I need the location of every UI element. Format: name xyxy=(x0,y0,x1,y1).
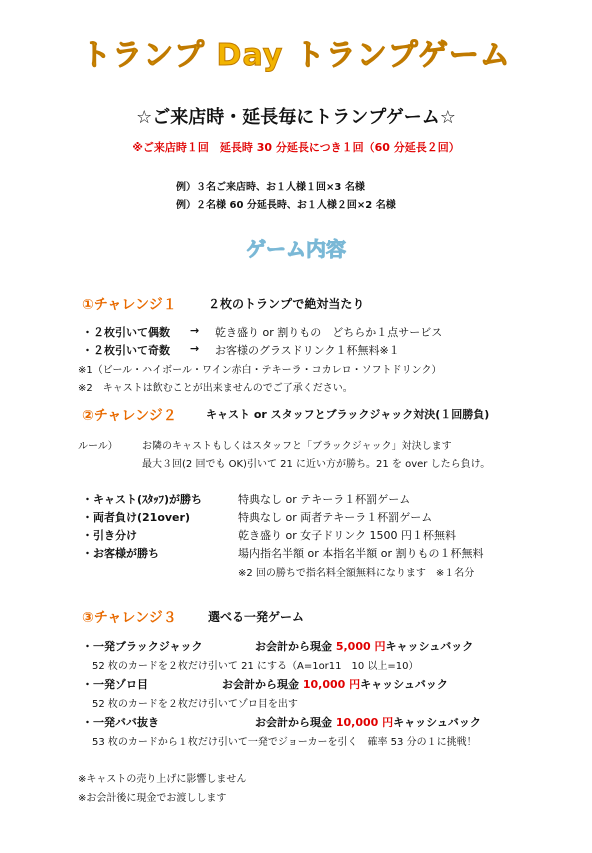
arrow-icon: → xyxy=(190,324,200,337)
rule-label: ルール） xyxy=(78,441,118,452)
challenge1-heading: ①チャレンジ１ xyxy=(82,297,177,313)
prize-amount: 10,000 円 xyxy=(335,716,394,729)
prize-prefix: お会計から現金 xyxy=(222,678,299,691)
challenge1-note: ※1（ビール・ハイボール・ワイン赤白・テキーラ・コカレロ・ソフトドリンク） xyxy=(78,365,442,376)
challenge2-heading: ②チャレンジ２ xyxy=(82,408,177,424)
game-label: ・一発ゾロ目 xyxy=(82,678,148,691)
rule-line: お隣のキャストもしくはスタッフと「ブラックジャック」対決します xyxy=(142,441,452,452)
outcome-label: ・お客様が勝ち xyxy=(82,547,159,560)
challenge1-row-value: お客様のグラスドリンク１杯無料※１ xyxy=(215,344,400,357)
game-description: 53 枚のカードから１枚だけ引いて一発でジョーカーを引く 確率 53 分の１に挑戦！ xyxy=(92,737,477,748)
challenge2-title: キャスト or スタッフとブラックジャック対決(１回勝負) xyxy=(206,408,490,421)
prize-suffix: キャッシュバック xyxy=(385,640,474,653)
challenge1-row-label: ・２枚引いて奇数 xyxy=(82,344,170,357)
play-count-note: ※ご来店時１回 延長時 30 分延長につき１回（60 分延長２回） xyxy=(132,141,460,154)
game-prize xyxy=(255,714,481,730)
example-line: 例）３名ご来店時、お１人様１回×3 名様 xyxy=(176,182,365,193)
game-label: ・一発ブラックジャック xyxy=(82,640,203,653)
prize-amount: 5,000 円 xyxy=(335,640,386,653)
challenge3-title: 選べる一発ゲーム xyxy=(208,610,305,624)
footer-note: ※キャストの売り上げに影響しません xyxy=(78,774,247,785)
outcome-value: 特典なし or テキーラ１杯罰ゲーム xyxy=(238,493,411,506)
challenge1-row-label: ・２枚引いて偶数 xyxy=(82,326,170,339)
game-label: ・一発ババ抜き xyxy=(82,716,159,729)
game-prize xyxy=(222,676,448,692)
prize-prefix: お会計から現金 xyxy=(255,640,332,653)
outcome-note: ※2 回の勝ちで指名料全額無料になります ※１名分 xyxy=(238,568,475,579)
outcome-value: 特典なし or 両者テキーラ１杯罰ゲーム xyxy=(238,511,433,524)
subtitle: ☆ご来店時・延長毎にトランプゲーム☆ xyxy=(136,107,456,128)
rule-line: 最大３回(2 回でも OK)引いて 21 に近い方が勝ち。21 を over したら負け。 xyxy=(142,459,491,470)
prize-amount: 10,000 円 xyxy=(302,678,361,691)
arrow-icon: → xyxy=(190,342,200,355)
footer-note: ※お会計後に現金でお渡しします xyxy=(78,793,227,804)
prize-suffix: キャッシュバック xyxy=(393,716,481,729)
challenge3-heading: ③チャレンジ３ xyxy=(82,610,177,626)
game-prize xyxy=(255,638,473,654)
game-description: 52 枚のカードを２枚だけ引いてゾロ目を出す xyxy=(92,699,298,710)
challenge1-row-value: 乾き盛り or 割りもの どちらか１点サービス xyxy=(215,326,443,339)
example-line: 例）２名様 60 分延長時、お１人様２回×2 名様 xyxy=(176,200,396,211)
challenge1-note: ※2 キャストは飲むことが出来ませんのでご了承ください。 xyxy=(78,383,353,394)
outcome-label: ・引き分け xyxy=(82,529,137,542)
page-title: トランプ Day トランプゲーム xyxy=(81,38,511,73)
game-description: 52 枚のカードを２枚だけ引いて 21 にする（A=1or11 10 以上=10） xyxy=(92,661,419,672)
outcome-label: ・両者負け(21over) xyxy=(82,511,190,524)
outcome-value: 乾き盛り or 女子ドリンク 1500 円１杯無料 xyxy=(238,529,457,542)
game-contents-heading: ゲーム内容 xyxy=(246,237,346,261)
prize-prefix: お会計から現金 xyxy=(255,716,332,729)
challenge1-title: ２枚のトランプで絶対当たり xyxy=(208,297,365,311)
outcome-label: ・キャスト(ｽﾀｯﾌ)が勝ち xyxy=(82,493,203,506)
prize-suffix: キャッシュバック xyxy=(360,678,448,691)
outcome-value: 場内指名半額 or 本指名半額 or 割りもの１杯無料 xyxy=(238,547,484,560)
